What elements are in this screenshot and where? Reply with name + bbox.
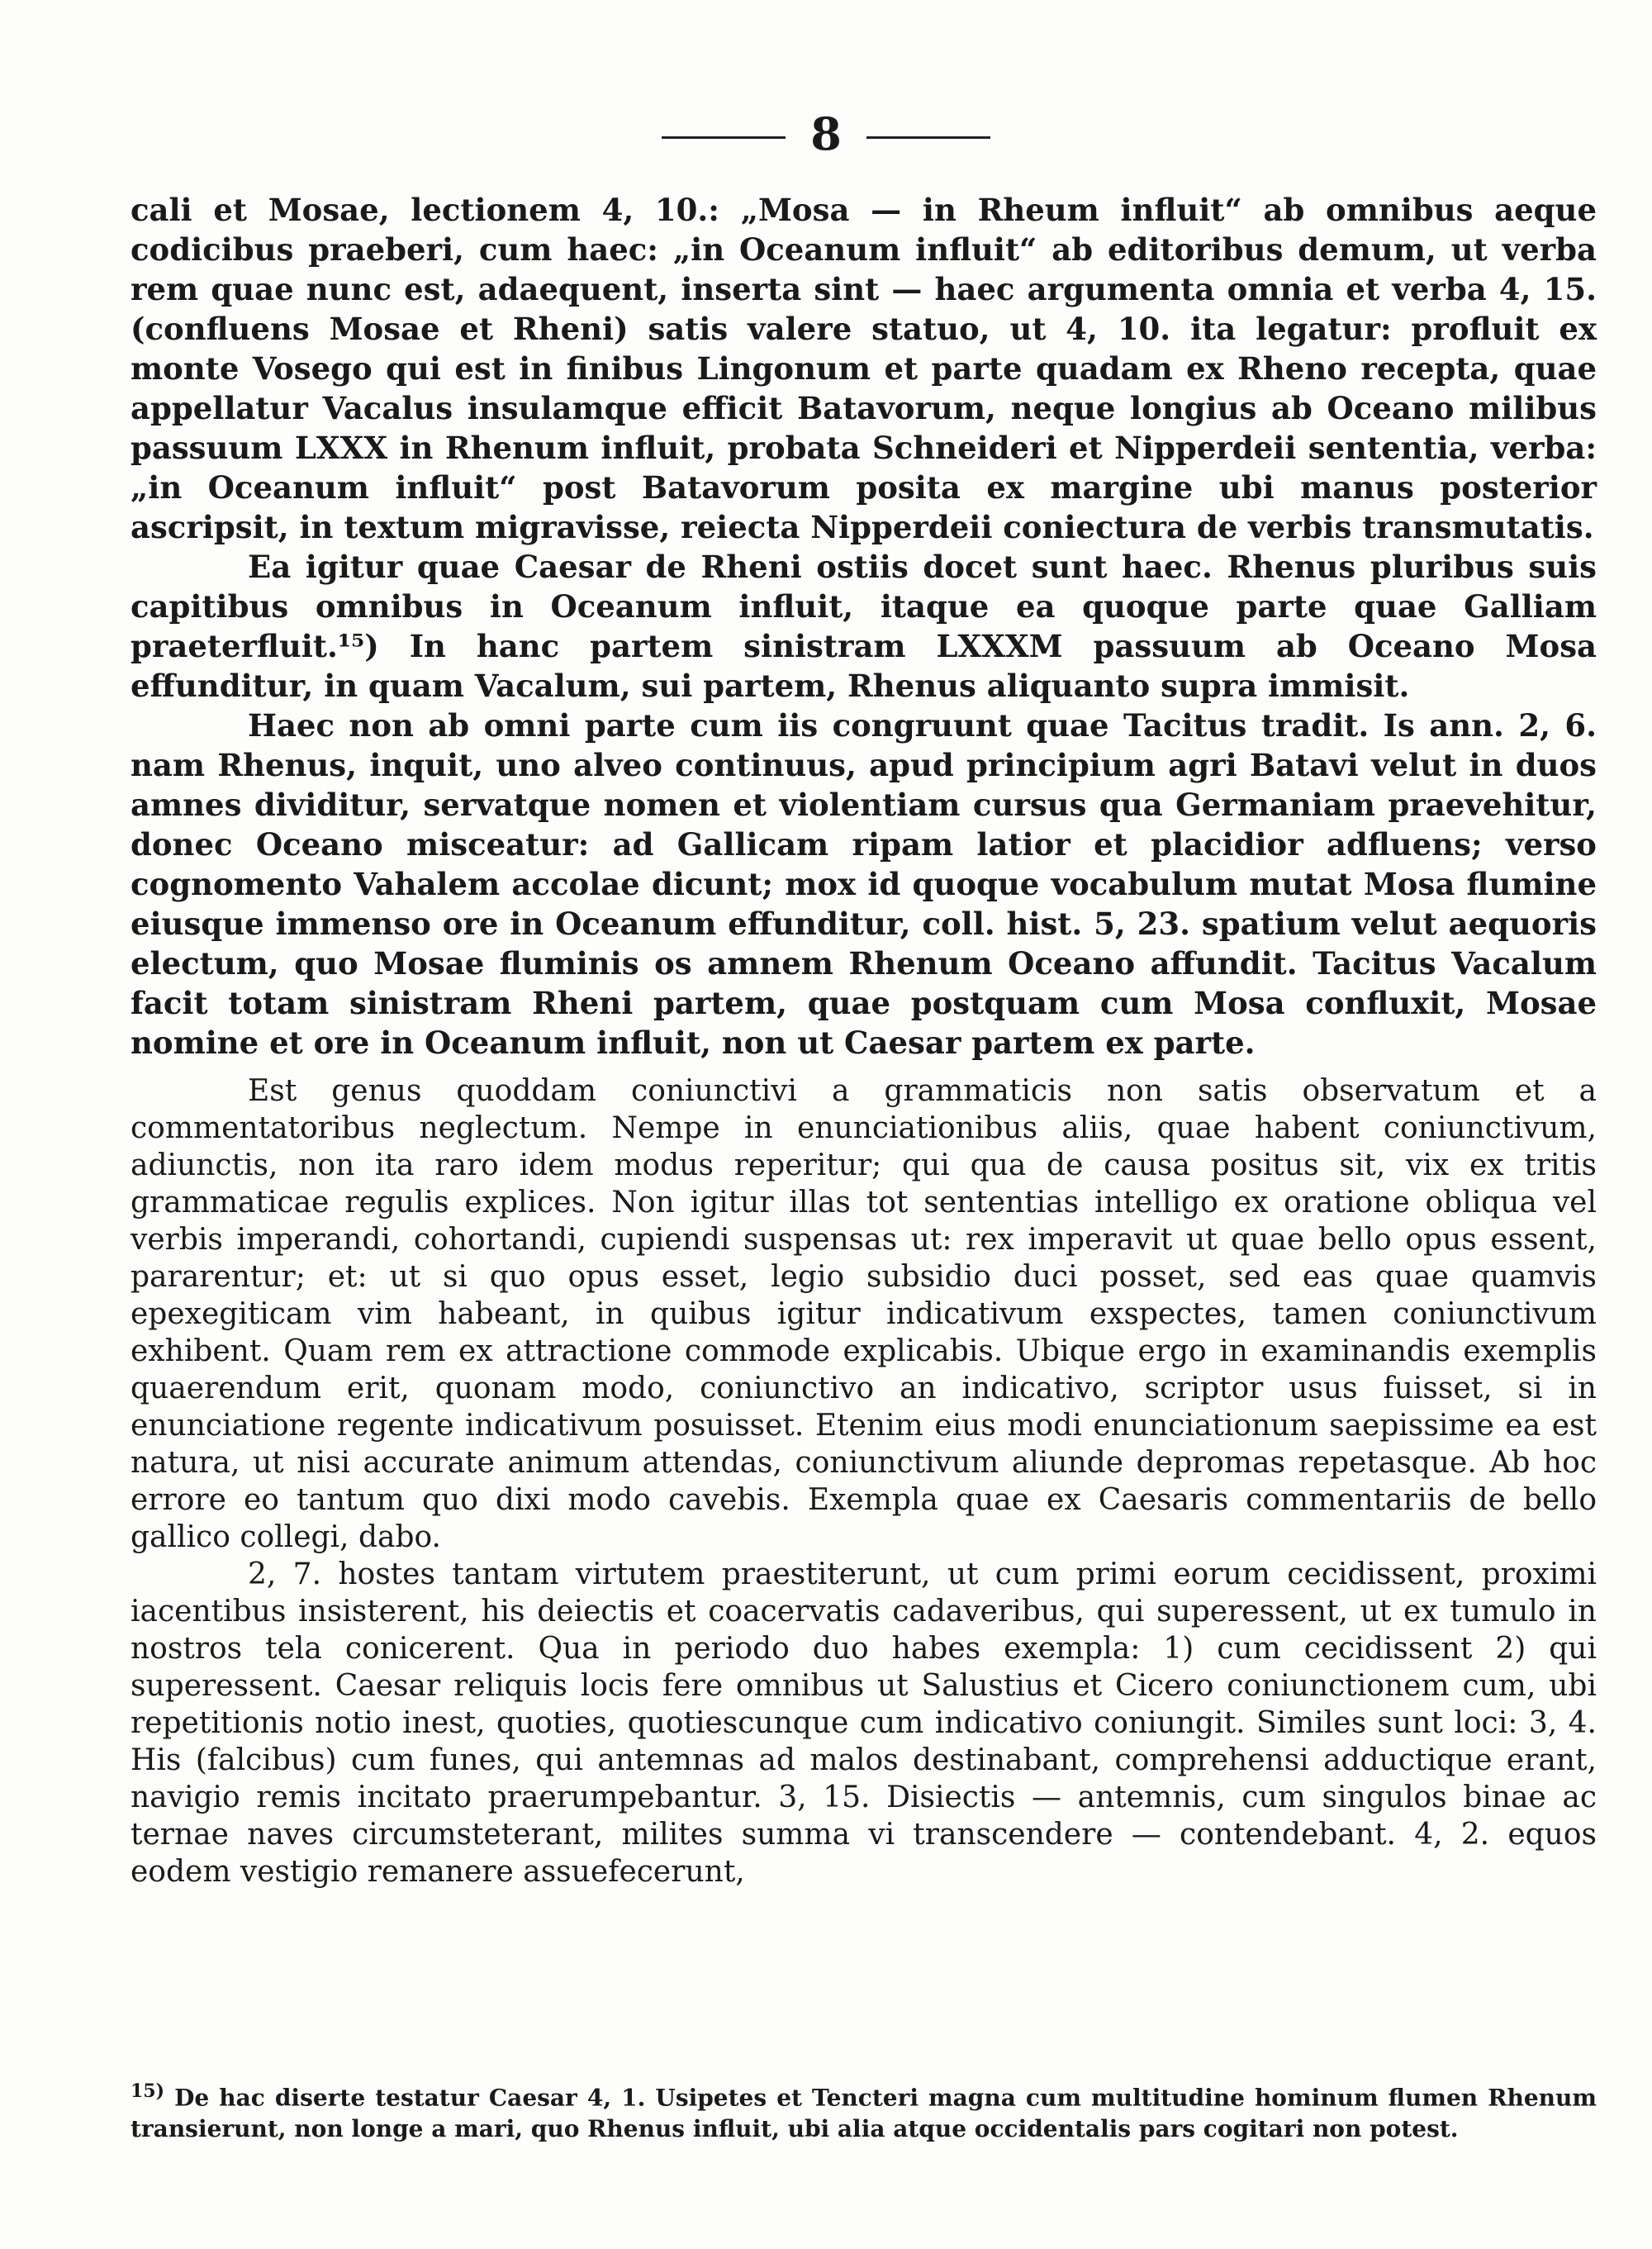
paragraph: 2, 7. hostes tantam virtutem praestiterunt, ut cum primi eorum cecidissent, proximi iacentibus insisterent, his deiectis et coacervatis cadaveribus, qui superessent, ut ex tumulo in nostros tela conicerent. Qua in periodo duo habes exempla: 1) cum cecidissent 2) qui superessent. Caesar reliquis locis fere omnibus ut Salustius et Cicero coniunctionem cum, ubi repetitionis notio inest, quoties, quotiescunque cum indicativo coniungit. Similes sunt loci: 3, 4. His (falcibus) cum funes, qui antemnas ad malos destinabant, comprehensi adductique erant, navigio remis incitato praerumpebantur. 3, 15. Disiectis — antemnis, cum singulos binae ac ternae naves circumsteterant, milites summa vi transcendere — contendebant. 4, 2. equos eodem vestigio remanere assuefecerunt, (131, 1557, 1597, 1889)
body-text-upper (131, 190, 1597, 1063)
body-text-lower (131, 1072, 1597, 1890)
footnote (131, 2075, 1597, 2145)
paragraph: cali et Mosae, lectionem 4, 10.: „Mosa — in Rheum influit“ ab omnibus aeque codicibus praeberi, cum haec: „in Oceanum influit“ ab editoribus demum, ut verba rem quae nunc est, adaequent, inserta sint — haec argumenta omnia et verba 4, 15. (confluens Mosae et Rheni) satis valere statuo, ut 4, 10. ita legatur: profluit ex monte Vosego qui est in finibus Lingonum et parte quadam ex Rheno recepta, quae appellatur Vacalus insulamque efficit Batavorum, neque longius ab Oceano milibus passuum LXXX in Rhenum influit, probata Schneideri et Nipperdeii sententia, verba: „in Oceanum influit“ post Batavorum posita ex margine ubi manus posterior ascripsit, in textum migravisse, reiecta Nipperdeii coniectura de verbis transmutatis. (131, 192, 1597, 545)
paragraph: Haec non ab omni parte cum iis congruunt quae Tacitus tradit. Is ann. 2, 6. nam Rhenus, inquit, uno alveo continuus, apud principium agri Batavi velut in duos amnes dividitur, servatque nomen et violentiam cursus qua Germaniam praevehitur, donec Oceano misceatur: ad Gallicam ripam latior et placidior adfluens; verso cognomento Vahalem accolae dicunt; mox id quoque vocabulum mutat Mosa flumine eiusque immenso ore in Oceanum effunditur, coll. hist. 5, 23. spatium velut aequoris electum, quo Mosae fluminis os amnem Rhenum Oceano affundit. Tacitus Vacalum facit totam sinistram Rheni partem, quae postquam cum Mosa confluxit, Mosae nomine et ore in Oceanum influit, non ut Caesar partem ex parte. (131, 707, 1597, 1061)
paragraph: Ea igitur quae Caesar de Rheni ostiis docet sunt haec. Rhenus pluribus suis capitibus omnibus in Oceanum influit, itaque ea quoque parte quae Galliam praeterfluit.¹⁵) In hanc partem sinistram LXXXM passuum ab Oceano Mosa effunditur, in quam Vacalum, sui partem, Rhenus aliquanto supra immisit. (131, 549, 1597, 704)
footnotes (131, 2075, 1597, 2145)
footnote-marker: 15) (131, 2080, 165, 2102)
paragraph: Est genus quoddam coniunctivi a grammaticis non satis observatum et a commentatoribus neglectum. Nempe in enunciationibus aliis, quae habent coniunctivum, adiunctis, non ita raro idem modus reperitur; qui qua de causa positus sit, vix ex tritis grammaticae regulis explices. Non igitur illas tot sententias intelligo ex oratione obliqua vel verbis imperandi, cohortandi, cupiendi suspensas ut: rex imperavit ut quae bello opus essent, pararentur; et: ut si quo opus esset, legio subsidio duci posset, sed eas quae quamvis epexegiticam vim habeant, in quibus igitur indicativum exspectes, tamen coniunctivum exhibent. Quam rem ex attractione commode explicabis. Ubique ergo in examinandis exemplis quaerendum erit, quonam modo, coniunctivo an indicativo, scriptor usus fuisset, si in enunciatione regente indicativum posuisset. Etenim eius modi enunciationum saepissime ea est natura, ut nisi accurate animum attendas, coniunctivum aliunde depromas repetasque. Ab hoc errore eo tantum quo dixi modo cavebis. Exempla quae ex Caesaris commentariis de bello gallico collegi, dabo. (131, 1074, 1597, 1554)
header-rule-right (866, 136, 990, 139)
header-rule-left (662, 136, 786, 139)
page-number: 8 (810, 107, 842, 160)
footnote-text: De hac diserte testatur Caesar 4, 1. Usipetes et Tencteri magna cum multitudine hominum flumen Rhenum transierunt, non longe a mari, quo Rhenus influit, ubi alia atque occidentalis pars cogitari non potest. (131, 2084, 1597, 2143)
footnote-divider (131, 2059, 1597, 2060)
page-header (0, 109, 1652, 159)
